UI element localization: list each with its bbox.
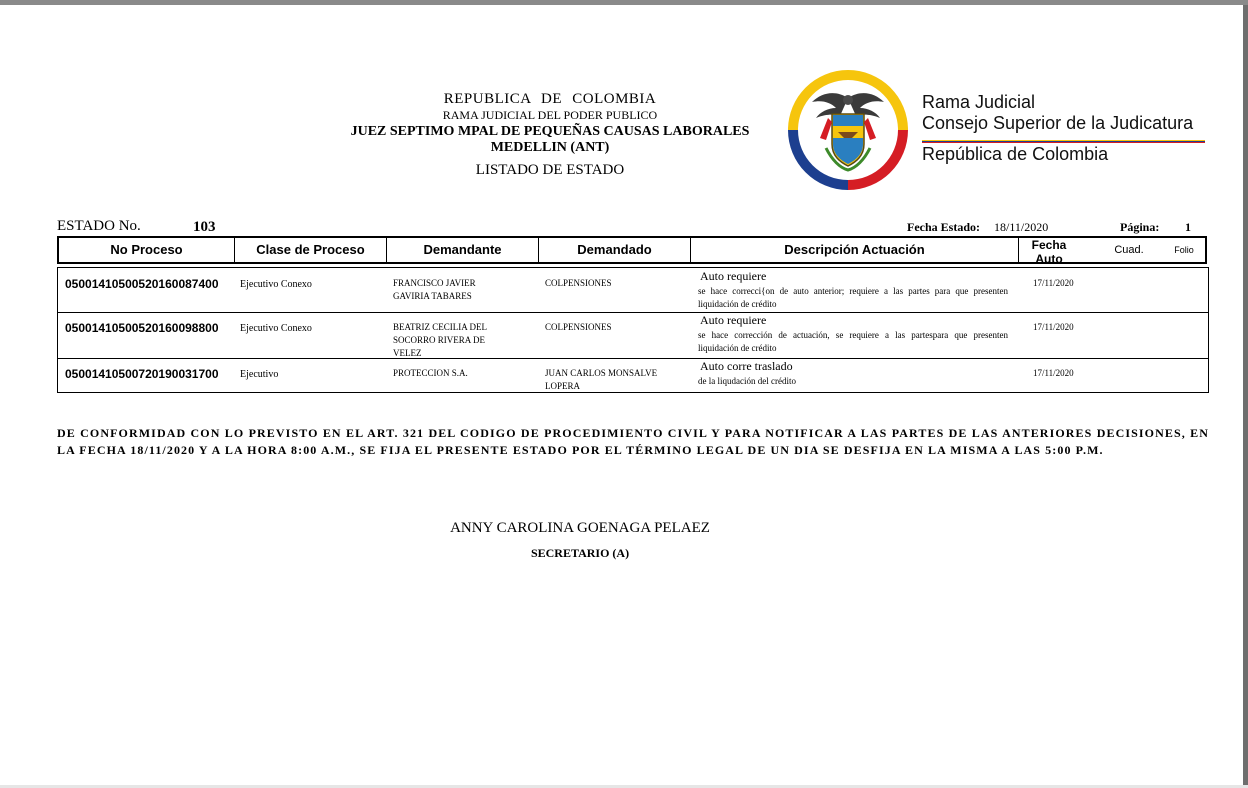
vertical-scrollbar[interactable] xyxy=(1243,5,1248,788)
col-header-demandado: Demandado xyxy=(539,238,691,262)
header-city: MEDELLIN (ANT) xyxy=(490,140,610,155)
document-title: LISTADO DE ESTADO xyxy=(475,162,625,178)
col-header-clase: Clase de Proceso xyxy=(235,238,387,262)
row-3-proceso: 05001410500720190031700 xyxy=(65,367,219,381)
row-1-demandante: FRANCISCO JAVIER GAVIRIA TABARES xyxy=(393,278,476,301)
row-2-demandante: BEATRIZ CECILIA DEL SOCORRO RIVERA DE VELEZ xyxy=(393,322,487,358)
brand-line-republica: República de Colombia xyxy=(922,144,1109,164)
estado-number: 103 xyxy=(193,219,216,235)
row-3-desc-detail: de la liqudación del crédito xyxy=(698,376,796,386)
row-3-fecha: 17/11/2020 xyxy=(1033,368,1074,378)
row-2-proceso: 05001410500520160098800 xyxy=(65,321,219,335)
row-divider xyxy=(58,358,1208,359)
row-2-clase: Ejecutivo Conexo xyxy=(240,323,312,334)
fecha-estado-label: Fecha Estado: xyxy=(907,220,980,234)
col-header-descripcion: Descripción Actuación xyxy=(691,238,1019,262)
signer-role: SECRETARIO (A) xyxy=(530,546,630,560)
header-branch: RAMA JUDICIAL DEL PODER PUBLICO xyxy=(442,108,658,122)
row-divider xyxy=(58,312,1208,313)
row-2-desc-detail: se hace corrección de actuación, se requiere a las partespara que presenten liquidación de crédito xyxy=(698,330,1008,353)
row-3-desc-title: Auto corre traslado xyxy=(700,359,793,373)
header-court: JUEZ SEPTIMO MPAL DE PEQUEÑAS CAUSAS LABORALES xyxy=(350,124,750,139)
row-3-demandado: JUAN CARLOS MONSALVE LOPERA xyxy=(545,368,658,391)
row-3-clase: Ejecutivo xyxy=(240,369,279,380)
col-header-fecha-auto: Fecha Auto xyxy=(1031,238,1067,266)
signer-name: ANNY CAROLINA GOENAGA PELAEZ xyxy=(450,520,710,536)
row-3-demandante: PROTECCION S.A. xyxy=(393,368,468,378)
row-1-fecha: 17/11/2020 xyxy=(1033,278,1074,288)
row-2-demandado: COLPENSIONES xyxy=(545,322,612,332)
fecha-estado-value: 18/11/2020 xyxy=(994,220,1049,234)
row-1-clase: Ejecutivo Conexo xyxy=(240,279,312,290)
col-header-folio: Folio xyxy=(1174,245,1194,255)
row-1-demandado: COLPENSIONES xyxy=(545,278,612,288)
table-body xyxy=(57,267,1209,393)
brand-tricolor-rule xyxy=(922,140,1205,143)
header-country: REPUBLICA DE COLOMBIA xyxy=(443,91,657,107)
pagina-label: Página: xyxy=(1120,220,1160,234)
brand-line-consejo: Consejo Superior de la Judicatura xyxy=(922,113,1194,133)
col-header-proceso: No Proceso xyxy=(59,238,235,262)
pagina-value: 1 xyxy=(1185,220,1191,234)
row-1-proceso: 05001410500520160087400 xyxy=(65,277,219,291)
table-header xyxy=(57,236,1207,264)
brand-line-rama: Rama Judicial xyxy=(922,92,1036,112)
legal-notice: DE CONFORMIDAD CON LO PREVISTO EN EL ART. 321 DEL CODIGO DE PROCEDIMIENTO CIVIL Y PARA NOTIFICAR A LAS PARTES DE LAS ANTERIORES DECISIONES, EN LA FECHA 18/11/2020 Y A LA HORA 8:00 A.M., SE FIJA EL PRESENTE ESTADO POR EL TÉRMINO LEGAL DE UN DIA SE DESFIJA EN LA MISMA A LAS 5:00 P.M. xyxy=(57,426,1209,457)
window-top-border xyxy=(0,0,1248,5)
estado-label: ESTADO No. xyxy=(57,218,141,234)
row-1-desc-detail: se hace correcci{on de auto anterior; requiere a las partes para que presenten liquidación de crédito xyxy=(698,286,1008,309)
coat-of-arms-seal-icon xyxy=(786,68,910,192)
col-header-cuad: Cuad. xyxy=(1114,244,1144,256)
row-2-desc-title: Auto requiere xyxy=(700,313,767,327)
col-header-demandante: Demandante xyxy=(387,238,539,262)
row-2-fecha: 17/11/2020 xyxy=(1033,322,1074,332)
row-1-desc-title: Auto requiere xyxy=(700,269,767,283)
brand-text xyxy=(922,92,1193,165)
